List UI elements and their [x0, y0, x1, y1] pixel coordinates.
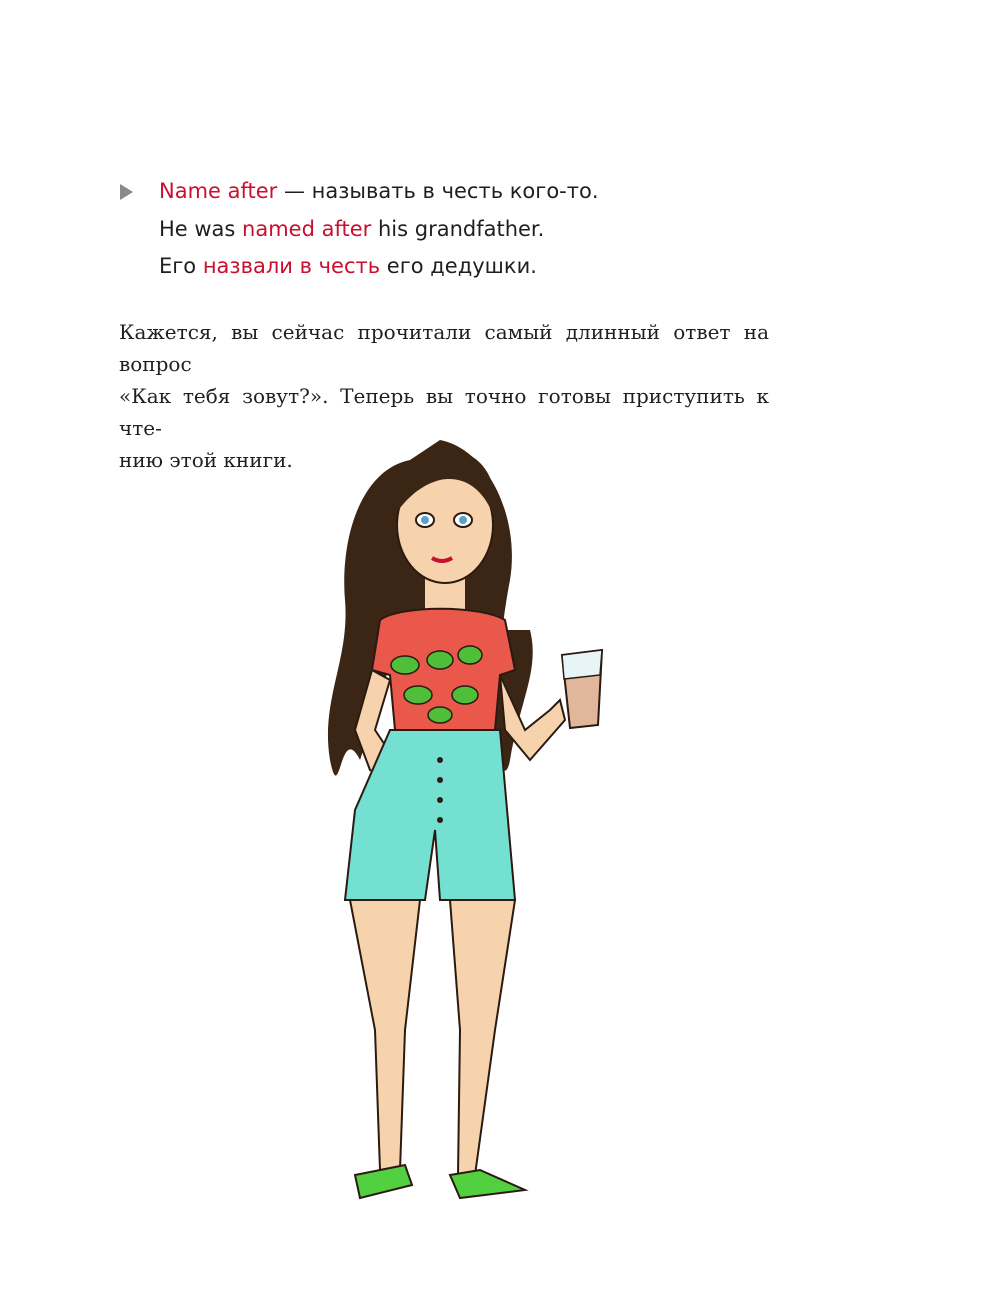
bullet-arrow-icon: [120, 184, 133, 200]
example-en-before: He was: [159, 217, 243, 241]
example-en-after: his grandfather.: [371, 217, 545, 241]
right-leg: [450, 900, 515, 1175]
body-line-3: нию этой книги.: [119, 448, 293, 472]
example-en-highlight: named after: [242, 217, 372, 241]
left-leg: [350, 900, 420, 1170]
example-russian: [159, 251, 537, 281]
body-line-1: Кажется, вы сейчас прочитали самый длинный ответ на вопрос: [119, 320, 769, 376]
example-english: [159, 214, 544, 244]
entry-definition: — называть в честь кого-то.: [277, 179, 599, 203]
entry-term: Name after: [159, 179, 278, 203]
right-shoe: [450, 1170, 525, 1198]
example-ru-before: Его: [159, 254, 203, 278]
example-ru-after: его дедушки.: [380, 254, 537, 278]
body-line-2: «Как тебя зовут?». Теперь вы точно готовы приступить к чте-: [119, 384, 769, 440]
entry-definition-line: [159, 176, 599, 206]
girl-illustration: [300, 430, 640, 1220]
left-shoe: [355, 1165, 412, 1198]
example-ru-highlight: назвали в честь: [202, 254, 381, 278]
